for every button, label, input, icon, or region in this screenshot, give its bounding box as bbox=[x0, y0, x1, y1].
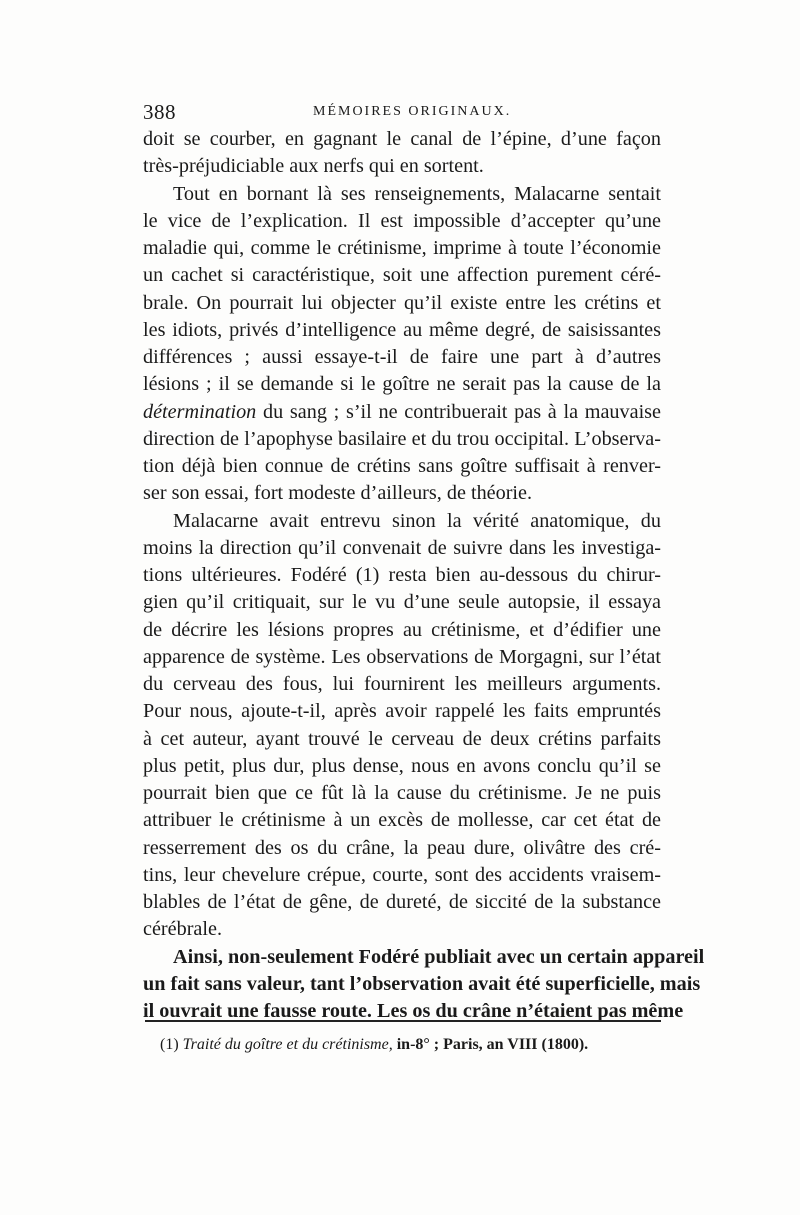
page-number: 388 bbox=[143, 100, 176, 124]
text-line: ser son essai, fort modeste d’ailleurs, de théorie. bbox=[143, 482, 533, 505]
text-line: moins la direction qu’il convenait de suivre dans les investiga- bbox=[143, 536, 661, 559]
text-line: brale. On pourrait lui objecter qu’il existe entre les crétins et bbox=[143, 291, 661, 314]
text-line: direction de l’apophyse basilaire et du trou occipital. L’observa- bbox=[143, 427, 661, 450]
text-line: le vice de l’explication. Il est impossible d’accepter qu’une bbox=[143, 209, 661, 232]
text-line: maladie qui, comme le crétinisme, imprime à toute l’économie bbox=[143, 237, 661, 259]
text-line: il ouvrait une fausse route. Les os du crâne n’étaient pas même bbox=[143, 1000, 684, 1022]
text-line: tion déjà bien connue de crétins sans goître suffisait à renver- bbox=[143, 455, 661, 477]
text-line: pourrait bien que ce fût là la cause du crétinisme. Je ne puis bbox=[143, 782, 661, 804]
text-line: un cachet si caractéristique, soit une affection purement céré- bbox=[143, 264, 661, 287]
paragraph-start: Ainsi, non-seulement Fodéré publiait avec un certain appareil bbox=[173, 945, 705, 968]
footnote-details: in-8° ; Paris, an VIII (1800). bbox=[396, 1036, 589, 1053]
footnote-marker: (1) bbox=[160, 1036, 179, 1053]
text-line: blables de l’état de gêne, de dureté, de siccité de la substance bbox=[143, 891, 661, 913]
italic-word: détermination bbox=[143, 400, 257, 423]
footnote bbox=[160, 1036, 660, 1054]
running-title: MÉMOIRES ORIGINAUX. bbox=[313, 104, 512, 119]
text-line: Pour nous, ajoute-t-il, après avoir rappelé les faits empruntés bbox=[143, 700, 661, 723]
text-line: tins, leur chevelure crépue, courte, sont des accidents vraisem- bbox=[143, 863, 661, 886]
text-line: du cerveau des fous, lui fournirent les meilleurs arguments. bbox=[143, 673, 661, 695]
text-line: lésions ; il se demande si le goître ne serait pas la cause de la bbox=[143, 373, 661, 396]
running-head bbox=[143, 100, 660, 128]
text-line-with-italic bbox=[143, 399, 661, 426]
text-line: attribuer le crétinisme à un excès de mollesse, car cet état de bbox=[143, 809, 661, 832]
text-line: un fait sans valeur, tant l’observation avait été superficielle, mais bbox=[143, 972, 701, 995]
text-line: apparence de système. Les observations de Morgagni, sur l’état bbox=[143, 645, 661, 668]
text-line: tions ultérieures. Fodéré (1) resta bien au-dessous du chirur- bbox=[143, 564, 661, 586]
text-line: très-préjudiciable aux nerfs qui en sortent. bbox=[143, 155, 484, 178]
body-text bbox=[143, 126, 705, 1025]
text-line: doit se courber, en gagnant le canal de l’épine, d’une façon bbox=[143, 128, 661, 150]
text-line: de décrire les lésions propres au crétinisme, et d’édifier une bbox=[143, 618, 661, 641]
text-line: resserrement des os du crâne, la peau dure, olivâtre des cré- bbox=[143, 836, 661, 859]
text-line: les idiots, privés d’intelligence au même degré, de saisissantes bbox=[143, 318, 661, 341]
text-line: plus petit, plus dur, plus dense, nous en avons conclu qu’il se bbox=[143, 754, 661, 777]
text-line: à cet auteur, ayant trouvé le cerveau de deux crétins parfaits bbox=[143, 727, 661, 750]
text-line: gien qu’il critiquait, sur le vu d’une seule autopsie, il essaya bbox=[143, 591, 661, 614]
footnote-rule bbox=[145, 1020, 661, 1022]
line-remainder: du sang ; s’il ne contribuerait pas à la mauvaise bbox=[263, 400, 661, 423]
paragraph-start: Malacarne avait entrevu sinon la vérité anatomique, du bbox=[173, 509, 661, 532]
footnote-title: Traité du goître et du crétinisme, bbox=[182, 1036, 393, 1053]
paragraph-start: Tout en bornant là ses renseignements, Malacarne sentait bbox=[173, 182, 661, 205]
text-line: cérébrale. bbox=[143, 918, 222, 941]
text-line: différences ; aussi essaye-t-il de faire une part à d’autres bbox=[143, 346, 661, 368]
